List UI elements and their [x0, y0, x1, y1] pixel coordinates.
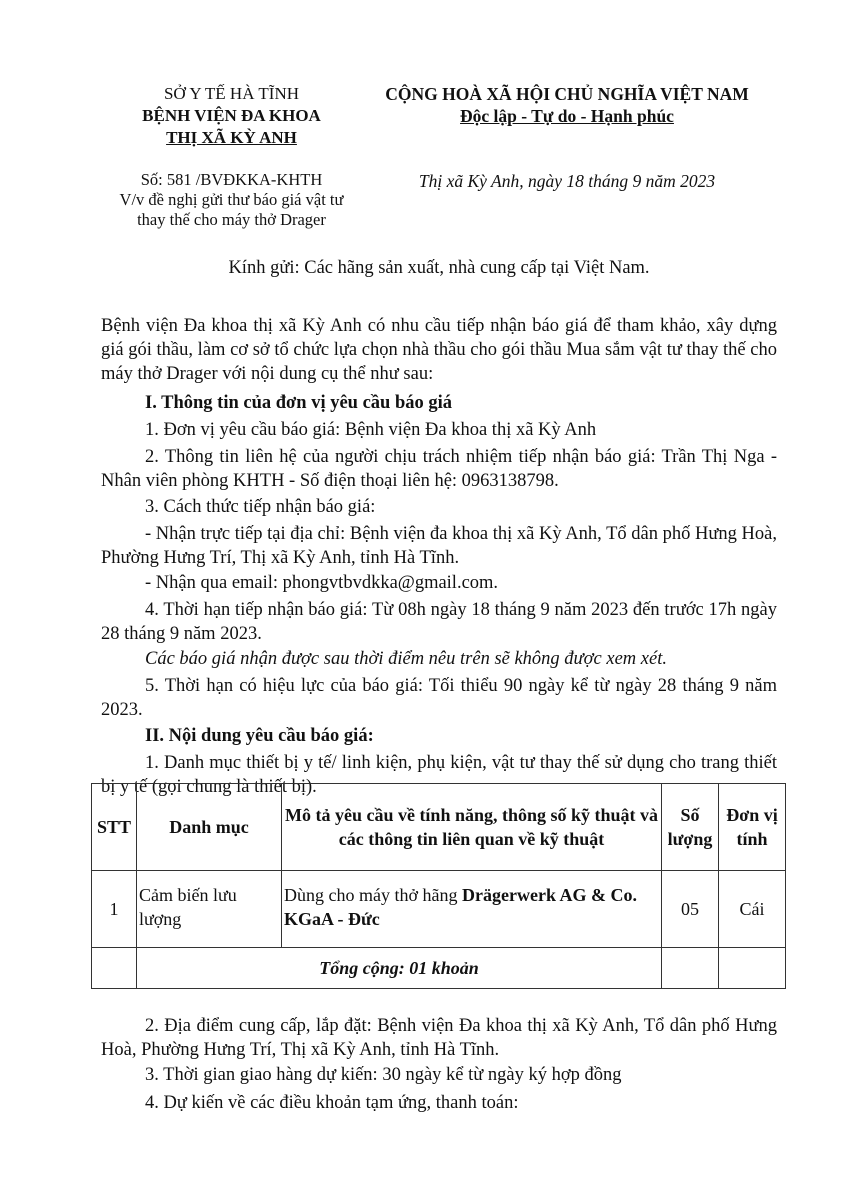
section1-item3: 3. Cách thức tiếp nhận báo giá: [145, 496, 376, 517]
section1-item3b: - Nhận qua email: phongvtbvdkka@gmail.com. [145, 572, 499, 593]
header-desc: Mô tả yêu cầu về tính năng, thông số kỹ thuật và các thông tin liên quan về kỹ thuật [282, 784, 662, 871]
document-subject-line2: thay thế cho máy thở Drager [137, 210, 326, 229]
row1-desc-prefix: Dùng cho máy thở hãng [284, 885, 462, 905]
table-header-row [92, 784, 786, 871]
agency-name-line2: THỊ XÃ KỲ ANH [166, 128, 297, 147]
table-row [92, 871, 786, 948]
table-total: Tổng cộng: 01 khoản [137, 948, 662, 989]
header-qty: Số lượng [662, 784, 719, 871]
national-motto: Độc lập - Tự do - Hạnh phúc [460, 106, 674, 126]
recipient: Kính gửi: Các hãng sản xuất, nhà cung cấp tại Việt Nam. [228, 258, 650, 278]
section2-item1: 1. Danh mục thiết bị y tế/ linh kiện, phụ kiện, vật tư thay thế sử dụng cho trang thiết bị y tế (gọi chung là thiết bị). [101, 752, 777, 797]
document-number: Số: 581 /BVĐKKA-KHTH [140, 170, 323, 189]
national-title: CỘNG HOÀ XÃ HỘI CHỦ NGHĨA VIỆT NAM [385, 84, 749, 104]
row1-name: Cảm biến lưu lượng [137, 871, 282, 948]
national-motto-wrap [362, 105, 772, 127]
table-total-row [92, 948, 786, 989]
section2-item3: 3. Thời gian giao hàng dự kiến: 30 ngày kể từ ngày ký hợp đồng [145, 1064, 622, 1085]
row1-stt: 1 [92, 871, 137, 948]
section2-item2: 2. Địa điểm cung cấp, lắp đặt: Bệnh viện Đa khoa thị xã Kỳ Anh, Tổ dân phố Hưng Hoà, Phường Hưng Trí, Thị xã Kỳ Anh, tỉnh Hà Tĩnh. [101, 1015, 777, 1060]
total-empty-cell [92, 948, 137, 989]
section2-item4: 4. Dự kiến về các điều khoản tạm ứng, thanh toán: [145, 1092, 519, 1113]
section1-item5: 5. Thời hạn có hiệu lực của báo giá: Tối thiểu 90 ngày kể từ ngày 28 tháng 9 năm 2023. [101, 675, 777, 720]
document-subject-line1: V/v đề nghị gửi thư báo giá vật tư [119, 190, 344, 209]
row1-desc [282, 871, 662, 948]
agency-name-line2-wrap [100, 127, 363, 149]
row1-qty: 05 [662, 871, 719, 948]
section2-title: II. Nội dung yêu cầu báo giá: [145, 725, 374, 746]
section1-title: I. Thông tin của đơn vị yêu cầu báo giá [145, 392, 453, 413]
section1-item4: 4. Thời hạn tiếp nhận báo giá: Từ 08h ngày 18 tháng 9 năm 2023 đến trước 17h ngày 28 tháng 9 năm 2023. [101, 599, 777, 644]
total-empty-qty [662, 948, 719, 989]
equipment-table [91, 783, 786, 989]
total-empty-unit [719, 948, 786, 989]
document-date: Thị xã Kỳ Anh, ngày 18 tháng 9 năm 2023 [418, 171, 716, 191]
header-name: Danh mục [137, 784, 282, 871]
agency-parent: SỞ Y TẾ HÀ TĨNH [163, 84, 300, 103]
row1-unit: Cái [719, 871, 786, 948]
agency-name: BỆNH VIỆN ĐA KHOA [142, 106, 321, 125]
section1-item1: 1. Đơn vị yêu cầu báo giá: Bệnh viện Đa khoa thị xã Kỳ Anh [145, 419, 597, 440]
section1-item2: 2. Thông tin liên hệ của người chịu trách nhiệm tiếp nhận báo giá: Trần Thị Nga - Nhân viên phòng KHTH - Số điện thoại liên hệ: 0963138798. [101, 446, 777, 491]
intro-paragraph: Bệnh viện Đa khoa thị xã Kỳ Anh có nhu cầu tiếp nhận báo giá để tham khảo, xây dựng giá gói thầu, làm cơ sở tổ chức lựa chọn nhà thầu cho gói thầu Mua sắm vật tư thay thế cho máy thở Drager với nội dung cụ thể như sau: [101, 315, 777, 384]
header-stt: STT [92, 784, 137, 871]
section1-item4-note: Các báo giá nhận được sau thời điểm nêu trên sẽ không được xem xét. [145, 648, 667, 669]
row1-desc-manufacturer: Drägerwerk AG & Co. KGaA - Đức [284, 885, 637, 929]
section1-item3a: - Nhận trực tiếp tại địa chỉ: Bệnh viện đa khoa thị xã Kỳ Anh, Tổ dân phố Hưng Hoà, Phường Hưng Trí, Thị xã Kỳ Anh, tỉnh Hà Tĩnh. [101, 523, 777, 568]
header-unit: Đơn vị tính [719, 784, 786, 871]
